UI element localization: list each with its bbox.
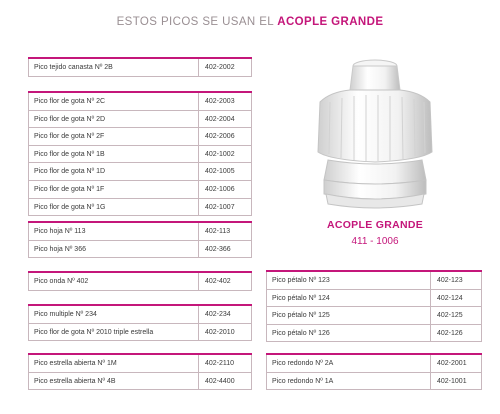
tip-code: 402-1001 xyxy=(437,377,467,385)
tip-code: 402-366 xyxy=(205,245,231,253)
tip-name: Pico hoja Nº 113 xyxy=(29,223,199,240)
tip-name: Pico redondo Nº 1A xyxy=(267,373,431,390)
table-row xyxy=(28,324,252,342)
tip-name: Pico pétalo Nº 125 xyxy=(267,307,431,324)
table-row xyxy=(28,223,252,241)
table-row xyxy=(266,290,482,308)
table-row xyxy=(28,181,252,199)
table-row xyxy=(266,355,482,373)
tip-name: Pico onda Nº 402 xyxy=(29,273,199,290)
tip-code: 402-1005 xyxy=(205,168,235,176)
coupler-icon xyxy=(300,52,450,217)
tip-name: Pico flor de gota Nº 1G xyxy=(29,199,199,216)
tip-name: Pico pétalo Nº 123 xyxy=(267,272,431,289)
tip-name: Pico flor de gota Nº 2D xyxy=(29,111,199,128)
table-row xyxy=(266,325,482,343)
table-wave-tips xyxy=(28,271,252,291)
tip-name: Pico hoja Nº 366 xyxy=(29,241,199,258)
table-row xyxy=(28,306,252,324)
tip-code: 402-1002 xyxy=(205,150,235,158)
table-multiple-tips xyxy=(28,304,252,341)
tip-code: 402-2003 xyxy=(205,98,235,105)
tip-name: Pico flor de gota Nº 1D xyxy=(29,163,199,180)
table-row xyxy=(266,373,482,391)
tip-code: 402-113 xyxy=(205,228,231,235)
tip-code: 402-126 xyxy=(437,329,463,337)
table-row xyxy=(28,199,252,217)
table-petal-tips xyxy=(266,270,482,342)
coupler-image xyxy=(300,52,450,217)
tip-name: Pico estrella abierta Nº 1M xyxy=(29,355,199,372)
tip-code: 402-4400 xyxy=(205,377,235,385)
table-row xyxy=(28,146,252,164)
table-row xyxy=(28,128,252,146)
table-row xyxy=(28,93,252,111)
tip-code: 402-125 xyxy=(437,312,463,320)
tip-name: Pico flor de gota Nº 2010 triple estrella xyxy=(29,324,199,341)
tip-code: 402-2010 xyxy=(205,328,235,336)
tip-name: Pico pétalo Nº 126 xyxy=(267,325,431,342)
tip-name: Pico tejido canasta Nº 2B xyxy=(29,59,199,76)
tip-code: 402-1007 xyxy=(205,203,235,211)
title-prefix: ESTOS PICOS SE USAN EL xyxy=(116,16,278,28)
table-row xyxy=(28,241,252,259)
tip-name: Pico estrella abierta Nº 4B xyxy=(29,373,199,390)
page-title xyxy=(0,16,500,28)
table-leaf-tips xyxy=(28,221,252,258)
table-round-tips xyxy=(266,353,482,390)
tip-name: Pico pétalo Nº 124 xyxy=(267,290,431,307)
product-code: 411 - 1006 xyxy=(351,236,399,247)
tip-name: Pico flor de gota Nº 1F xyxy=(29,181,199,198)
table-row xyxy=(266,307,482,325)
tip-name: Pico flor de gota Nº 2F xyxy=(29,128,199,145)
tip-name: Pico flor de gota Nº 2C xyxy=(29,93,199,110)
table-row xyxy=(28,59,252,77)
tip-code: 402-2006 xyxy=(205,133,235,141)
table-row xyxy=(28,111,252,129)
table-row xyxy=(28,355,252,373)
tip-name: Pico multiple Nº 234 xyxy=(29,306,199,323)
table-basket-tips xyxy=(28,57,252,77)
table-row xyxy=(28,373,252,391)
tip-code: 402-2002 xyxy=(205,64,235,71)
tip-code: 402-234 xyxy=(205,311,231,318)
tip-code: 402-124 xyxy=(437,294,463,302)
table-drop-flower-tips xyxy=(28,91,252,216)
tip-code: 402-2004 xyxy=(205,115,235,123)
table-row xyxy=(28,163,252,181)
table-open-star-tips xyxy=(28,353,252,390)
tip-code: 402-1006 xyxy=(205,185,235,193)
tip-code: 402-2001 xyxy=(437,360,467,367)
title-highlight: ACOPLE GRANDE xyxy=(277,16,384,28)
table-row xyxy=(266,272,482,290)
tip-code: 402-402 xyxy=(205,278,231,285)
product-name: ACOPLE GRANDE xyxy=(326,219,424,231)
table-row xyxy=(28,273,252,291)
tip-code: 402-123 xyxy=(437,277,463,284)
tip-name: Pico redondo Nº 2A xyxy=(267,355,431,372)
tip-code: 402-2110 xyxy=(205,360,235,367)
tip-name: Pico flor de gota Nº 1B xyxy=(29,146,199,163)
